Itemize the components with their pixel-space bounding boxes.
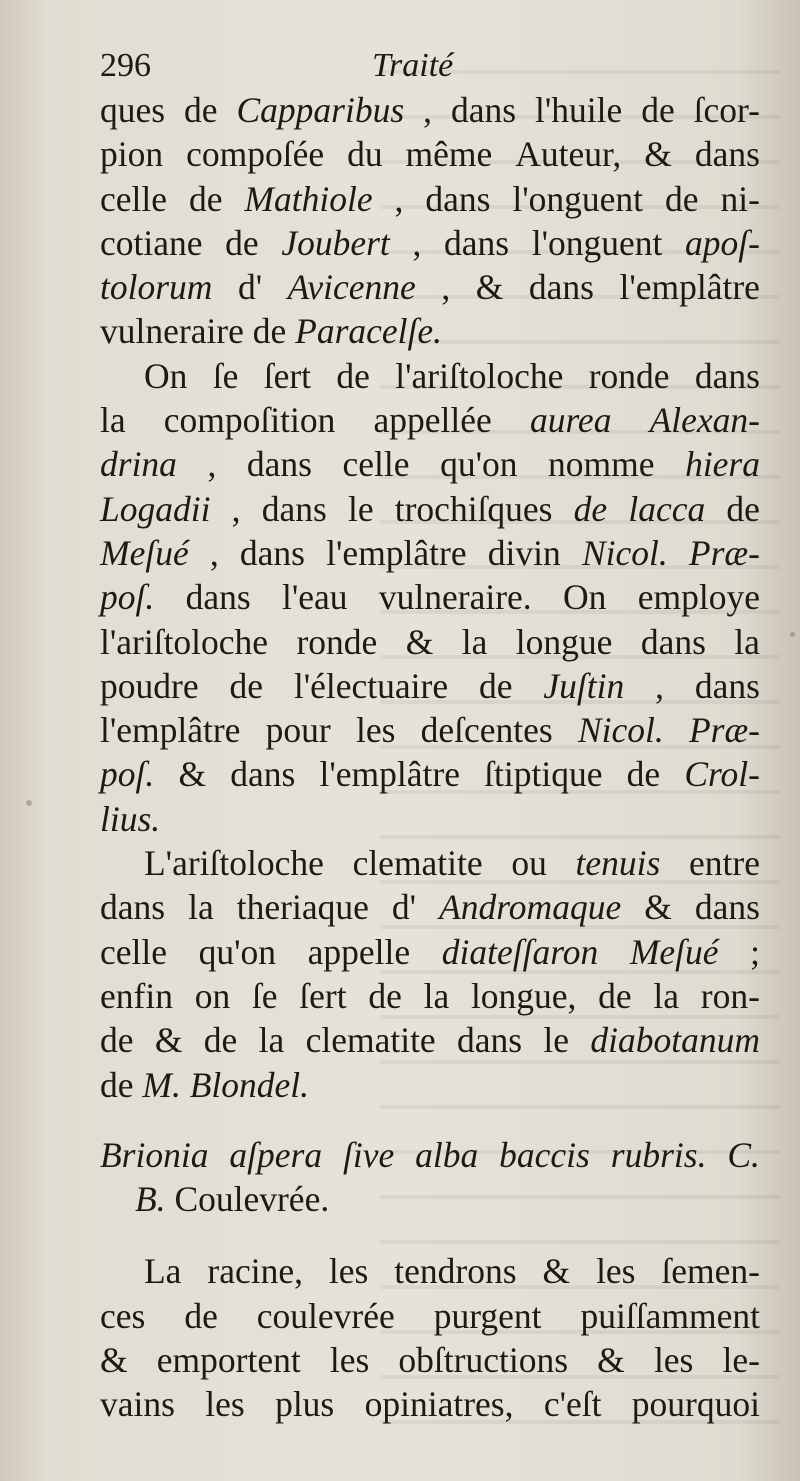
italic-word: tenuis bbox=[575, 843, 661, 884]
word: qu'on bbox=[198, 931, 277, 972]
word: & bbox=[475, 267, 504, 308]
text-line bbox=[100, 487, 760, 531]
italic-word: Alexan- bbox=[649, 400, 760, 441]
word: la bbox=[734, 621, 760, 662]
italic-word: ſive bbox=[342, 1134, 395, 1175]
text-line bbox=[100, 309, 760, 353]
word: dans bbox=[261, 488, 327, 529]
italic-word: drina bbox=[100, 444, 177, 485]
word: l'ariſtoloche bbox=[395, 355, 564, 396]
word: deſcentes bbox=[420, 710, 553, 751]
italic-word: Capparibus bbox=[236, 90, 405, 130]
word: & bbox=[644, 134, 672, 175]
word: les bbox=[329, 1340, 370, 1381]
word: ni- bbox=[720, 178, 760, 219]
word: dans bbox=[443, 222, 510, 263]
italic-word: Logadii bbox=[100, 488, 211, 529]
word: ſemen- bbox=[661, 1251, 760, 1292]
text-line bbox=[100, 1249, 760, 1293]
word: clematite bbox=[305, 1020, 436, 1061]
word: On bbox=[144, 355, 188, 396]
running-title: Traité bbox=[372, 47, 454, 84]
word: les bbox=[205, 1384, 245, 1425]
text-line bbox=[100, 664, 760, 708]
word: puiſſamment bbox=[580, 1295, 760, 1336]
word: dans bbox=[425, 178, 491, 219]
italic-word: alba bbox=[415, 1134, 479, 1175]
ink-speck bbox=[26, 800, 32, 806]
italic-word: poſ. bbox=[100, 577, 155, 618]
text-line bbox=[100, 1338, 760, 1382]
word: & bbox=[542, 1251, 571, 1292]
word: dans bbox=[694, 887, 760, 928]
word: l'emplâtre bbox=[319, 754, 460, 795]
text-line bbox=[100, 398, 760, 442]
body-text bbox=[100, 88, 760, 1427]
text-line bbox=[100, 177, 760, 221]
word: les bbox=[596, 1251, 636, 1292]
word: ſcor- bbox=[693, 90, 760, 130]
word: de bbox=[100, 1020, 134, 1061]
italic-word: Præ- bbox=[688, 532, 760, 573]
word: appellée bbox=[373, 400, 492, 441]
text-line bbox=[100, 221, 760, 265]
word: , bbox=[423, 90, 432, 130]
italic-word: Præ- bbox=[688, 710, 760, 751]
italic-run: M. Blondel. bbox=[142, 1064, 310, 1105]
italic-word: apoſ- bbox=[685, 222, 760, 263]
word: ron- bbox=[700, 975, 760, 1016]
word: theriaque bbox=[236, 887, 369, 928]
text-line bbox=[100, 885, 760, 929]
word: dans bbox=[694, 355, 760, 396]
italic-word: Andromaque bbox=[439, 887, 622, 928]
text-line bbox=[100, 708, 760, 752]
word: ſe bbox=[251, 975, 278, 1016]
word: dans bbox=[185, 577, 251, 618]
word: poudre bbox=[100, 665, 199, 706]
word: l'eau bbox=[282, 577, 348, 618]
word: , bbox=[209, 532, 219, 573]
word: les bbox=[328, 1251, 369, 1292]
word: nomme bbox=[548, 444, 655, 485]
word: la bbox=[653, 975, 680, 1016]
word: compoſition bbox=[163, 400, 336, 441]
word: dans bbox=[450, 90, 517, 130]
text-line bbox=[100, 974, 760, 1018]
word: le bbox=[543, 1020, 570, 1061]
word: de bbox=[184, 1295, 218, 1336]
word: ces bbox=[100, 1295, 146, 1336]
word: On bbox=[563, 577, 607, 618]
word: l'onguent bbox=[531, 222, 663, 263]
word: cotiane bbox=[100, 222, 203, 263]
text-line bbox=[100, 1294, 760, 1338]
ink-speck bbox=[790, 632, 795, 637]
word: de bbox=[598, 975, 632, 1016]
word: l'emplâtre bbox=[326, 532, 467, 573]
word: & bbox=[405, 621, 434, 662]
word: d' bbox=[237, 267, 263, 308]
word: qu'on bbox=[440, 444, 518, 485]
word: l'électuaire bbox=[293, 665, 449, 706]
word: de bbox=[229, 665, 263, 706]
word: purgent bbox=[433, 1295, 542, 1336]
text-line bbox=[100, 1382, 760, 1426]
word: de bbox=[336, 355, 370, 396]
word: c'eſt bbox=[543, 1384, 602, 1425]
italic-word: Joubert bbox=[281, 222, 390, 263]
word: ronde bbox=[296, 621, 378, 662]
text-run: Coulevrée. bbox=[165, 1179, 330, 1220]
word: dans bbox=[457, 1020, 523, 1061]
italic-word: Mathiole bbox=[244, 178, 373, 219]
italic-word: Brionia bbox=[100, 1134, 209, 1175]
text-line bbox=[100, 575, 760, 619]
italic-word: diateſſaron bbox=[441, 931, 599, 972]
text-line bbox=[100, 531, 760, 575]
word: longue, bbox=[470, 975, 577, 1016]
word: les bbox=[653, 1340, 694, 1381]
word: les bbox=[355, 710, 396, 751]
word: l'emplâtre bbox=[619, 267, 760, 308]
italic-word: Meſué bbox=[629, 931, 719, 972]
word: divin bbox=[487, 532, 561, 573]
word: l'emplâtre bbox=[100, 710, 241, 751]
word: de bbox=[641, 90, 675, 130]
word: compoſée bbox=[186, 134, 325, 175]
word: , bbox=[412, 222, 422, 263]
text-line bbox=[100, 752, 760, 796]
italic-word: diabotanum bbox=[590, 1020, 760, 1061]
text-line bbox=[100, 797, 760, 841]
italic-word: tolorum bbox=[100, 267, 213, 308]
word: la bbox=[423, 975, 450, 1016]
italic-word: Nicol. bbox=[577, 710, 664, 751]
word: ques bbox=[100, 90, 166, 130]
word: dans bbox=[246, 444, 312, 485]
italic-word: rubris. bbox=[610, 1134, 707, 1175]
word: ronde bbox=[588, 355, 670, 396]
word: , bbox=[394, 178, 404, 219]
italic-word: Avicenne bbox=[287, 267, 416, 308]
text-line bbox=[100, 265, 760, 309]
text-line bbox=[100, 442, 760, 486]
word: de bbox=[726, 488, 760, 529]
word: ; bbox=[750, 931, 760, 972]
word: celle bbox=[100, 931, 167, 972]
text-line bbox=[100, 1063, 760, 1107]
word: de bbox=[626, 754, 661, 795]
word: coulevrée bbox=[256, 1295, 395, 1336]
text-run: vulneraire de bbox=[100, 311, 296, 352]
italic-run: Paracelſe. bbox=[295, 311, 443, 352]
word: la bbox=[100, 400, 126, 441]
word: longue bbox=[515, 621, 613, 662]
word: dans bbox=[694, 134, 760, 175]
word: racine, bbox=[207, 1251, 303, 1292]
italic-word: Crol- bbox=[684, 754, 760, 795]
word: & bbox=[154, 1020, 183, 1061]
word: dans bbox=[694, 665, 760, 706]
italic-word: lacca bbox=[628, 488, 706, 529]
word: on bbox=[194, 975, 231, 1016]
word: pour bbox=[265, 710, 331, 751]
word: pion bbox=[100, 134, 164, 175]
word: clematite bbox=[352, 843, 483, 884]
text-line bbox=[100, 132, 760, 176]
word: celle bbox=[342, 444, 410, 485]
italic-word: aſpera bbox=[229, 1134, 323, 1175]
word: même bbox=[405, 134, 493, 175]
text-line bbox=[100, 841, 760, 885]
word: appelle bbox=[307, 931, 411, 972]
word: plus bbox=[275, 1384, 335, 1425]
page-number: 296 bbox=[100, 47, 151, 84]
word: , bbox=[655, 665, 665, 706]
word: dans bbox=[100, 887, 166, 928]
word: de bbox=[203, 1020, 238, 1061]
word: de bbox=[368, 975, 402, 1016]
italic-word: C. bbox=[727, 1134, 760, 1175]
italic-run: B. bbox=[135, 1179, 166, 1220]
word: La bbox=[144, 1251, 182, 1292]
word: & bbox=[597, 1340, 625, 1381]
word: opiniatres, bbox=[364, 1384, 514, 1425]
italic-word: aurea bbox=[529, 400, 612, 441]
word: de bbox=[188, 178, 223, 219]
word: la bbox=[258, 1020, 285, 1061]
text-line bbox=[100, 1018, 760, 1062]
word: trochiſques bbox=[394, 488, 553, 529]
word: L'ariſtoloche bbox=[144, 843, 324, 884]
italic-word: poſ. bbox=[100, 754, 155, 795]
word: le bbox=[347, 488, 374, 529]
italic-word: Nicol. bbox=[581, 532, 668, 573]
word: vains bbox=[100, 1384, 175, 1425]
word: ou bbox=[511, 843, 547, 884]
word: d' bbox=[391, 887, 417, 928]
word: vulneraire. bbox=[378, 577, 532, 618]
word: l'ariſtoloche bbox=[100, 621, 269, 662]
text-line bbox=[100, 930, 760, 974]
word: dans bbox=[528, 267, 594, 308]
word: de bbox=[184, 90, 218, 130]
word: ſtiptique bbox=[484, 754, 603, 795]
word: tendrons bbox=[394, 1251, 517, 1292]
word: , bbox=[441, 267, 451, 308]
word: l'onguent bbox=[512, 178, 644, 219]
text-line bbox=[100, 88, 760, 132]
word: celle bbox=[100, 178, 167, 219]
word: l'huile bbox=[534, 90, 623, 130]
word: de bbox=[478, 665, 513, 706]
word: le- bbox=[722, 1340, 760, 1381]
word: du bbox=[347, 134, 383, 175]
word: entre bbox=[689, 843, 760, 884]
word: & bbox=[178, 754, 207, 795]
italic-word: baccis bbox=[499, 1134, 590, 1175]
word: de bbox=[665, 178, 699, 219]
text-line bbox=[100, 620, 760, 664]
word: dans bbox=[239, 532, 305, 573]
italic-run: lius. bbox=[100, 798, 161, 839]
word: pourquoi bbox=[631, 1384, 760, 1425]
word: la bbox=[461, 621, 488, 662]
italic-word: hiera bbox=[685, 444, 760, 485]
word: de bbox=[225, 222, 259, 263]
word: & bbox=[100, 1340, 128, 1381]
word: dans bbox=[230, 754, 296, 795]
word: ſert bbox=[299, 975, 347, 1016]
word: , bbox=[231, 488, 241, 529]
word: obſtructions bbox=[398, 1340, 569, 1381]
section-heading-line bbox=[100, 1133, 760, 1177]
word: , bbox=[207, 444, 217, 485]
word: dans bbox=[640, 621, 706, 662]
word: employe bbox=[637, 577, 760, 618]
word: emportent bbox=[156, 1340, 301, 1381]
text-run: de bbox=[100, 1064, 143, 1105]
section-heading-line bbox=[100, 1177, 760, 1221]
italic-word: Meſué bbox=[100, 532, 189, 573]
page-header bbox=[100, 44, 750, 88]
word: ſe bbox=[212, 355, 239, 396]
word: enfin bbox=[100, 975, 173, 1016]
word: la bbox=[188, 887, 214, 928]
italic-word: de bbox=[573, 488, 608, 529]
text-line bbox=[100, 354, 760, 398]
word: & bbox=[644, 887, 672, 928]
word: Auteur, bbox=[515, 134, 622, 175]
italic-word: Juſtin bbox=[543, 665, 625, 706]
word: ſert bbox=[263, 355, 312, 396]
